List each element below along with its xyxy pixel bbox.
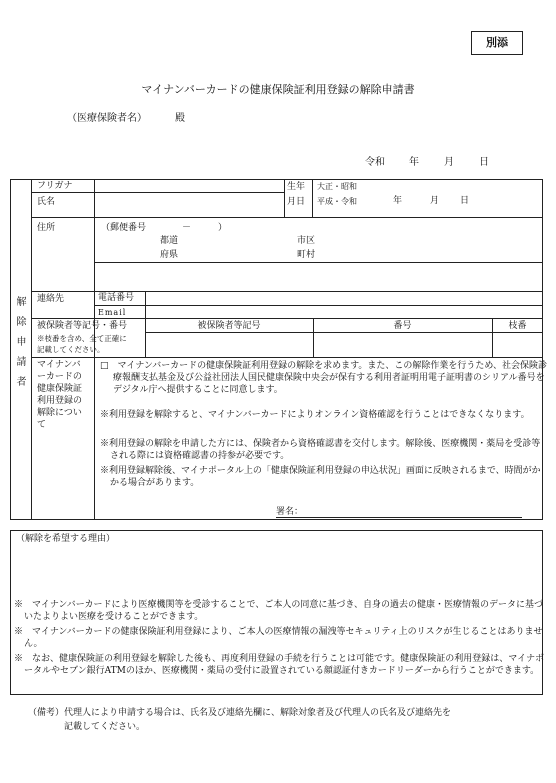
cancel-label-line: マイナンバ	[37, 360, 81, 370]
insured-branch-header: 枝番	[508, 321, 527, 331]
fuken-label: 府県	[160, 250, 179, 260]
shiku-label: 市区	[297, 236, 316, 246]
address-label: 住所	[37, 223, 56, 233]
insured-number-field[interactable]	[314, 333, 491, 356]
form-title: マイナンバーカードの健康保険証利用登録の解除申請書	[141, 83, 415, 96]
date-year: 年	[409, 157, 419, 168]
reason-label: （解除を希望する理由）	[16, 534, 116, 544]
cancel-label-line: 解除につい	[37, 408, 82, 418]
dono-label: 殿	[175, 113, 185, 124]
remarks-line-2: 記載してください。	[64, 722, 146, 732]
email-label: Email	[98, 308, 127, 317]
date-day: 日	[479, 157, 489, 168]
insured-number-note-2: 記載してください。	[37, 345, 105, 354]
insured-number-note-1: ※枝番を含め、全て正確に	[37, 334, 127, 343]
reason-note-1: ※ マイナンバーカードにより医療機関等を受診することで、ご本人の同意に基づき、自身の過去の健康・医療情報のデータに基づいたよりよい医療を受けることができます。	[14, 600, 544, 622]
birth-label-1: 生年	[287, 182, 306, 192]
insured-number-header: 番号	[393, 321, 412, 331]
date-era: 令和	[365, 157, 385, 168]
attachment-label: 別添	[486, 36, 508, 49]
insured-branch-field[interactable]	[493, 333, 542, 356]
cancel-label-line: て	[37, 420, 47, 430]
address-field[interactable]	[95, 263, 542, 290]
cancel-section-label	[37, 359, 93, 431]
insurer-name-label: （医療保険者名）	[67, 113, 147, 124]
attachment-badge	[471, 31, 523, 55]
cancel-label-line: 利用登録の	[37, 396, 83, 406]
birth-label-2: 月日	[287, 197, 306, 207]
applicant-side-label: 解除申請者	[14, 296, 25, 396]
furigana-label: フリガナ	[37, 181, 73, 191]
signature-line[interactable]	[276, 517, 522, 518]
reason-note-2: ※ マイナンバーカードの健康保険証利用登録により、ご本人の医療情報の漏洩等セキュリティ上のリスクが生じることはありません。	[14, 627, 543, 649]
remarks-label: （備考）	[28, 708, 65, 718]
contact-label: 連絡先	[37, 294, 65, 304]
insured-symbol-header: 被保険者等記号	[197, 321, 261, 331]
chouson-label: 町村	[297, 250, 316, 260]
furigana-field[interactable]	[95, 180, 283, 192]
cancel-label-line: 健康保険証	[37, 384, 83, 394]
signature-label: 署名：	[276, 507, 304, 517]
postal-code-label: （郵便番号 － ）	[101, 223, 228, 233]
remarks-line-1: 代理人により申請する場合は、氏名及び連絡先欄に、解除対象者及び代理人の氏名及び連絡先を	[64, 708, 452, 718]
birth-year: 年	[393, 196, 403, 206]
cancel-note-1: ※利用登録を解除すると、マイナンバーカードによりオンライン資格確認を行うことはできなくなります。	[100, 410, 530, 420]
birth-day: 日	[460, 196, 470, 206]
birth-month: 月	[430, 196, 440, 206]
consent-checkbox-text[interactable]: □ マイナンバーカードの健康保険証利用登録の解除を求めます。また、この解除作業を行うため、社会保険診療報酬支払基金及び公益社団法人国民健康保険中央会が保有する利用者証明用電子証明書のシリアル番号をデジタル庁へ提供することに同意します。	[100, 361, 547, 395]
date-month: 月	[444, 157, 454, 168]
name-field[interactable]	[95, 193, 283, 216]
todo-label: 都道	[160, 236, 179, 246]
birth-era-1: 大正・昭和	[317, 182, 357, 191]
name-label: 氏名	[37, 197, 56, 207]
insured-number-label: 被保険者等記号・番号	[37, 321, 128, 331]
cancel-note-3: ※利用登録解除後、マイナポータル上の「健康保険証利用登録の申込状況」画面に反映されるまで、時間がかかる場合があります。	[100, 466, 541, 488]
cancel-note-2: ※利用登録の解除を申請した方には、保険者から資格確認書を交付します。解除後、医療機関・薬局を受診等される際には資格確認書の持参が必要です。	[100, 439, 541, 461]
insured-symbol-field[interactable]	[146, 333, 312, 356]
email-field[interactable]	[146, 306, 542, 317]
phone-label: 電話番号	[98, 293, 135, 303]
cancel-label-line: ーカードの	[37, 372, 82, 382]
birth-era-2: 平成・令和	[317, 197, 357, 206]
reason-note-3: ※ なお、健康保険証の利用登録を解除した後も、再度利用登録の手続を行うことは可能です。健康保険証の利用登録は、マイナポータルやセブン銀行ATMのほか、医療機関・薬局の受付に設置されている顔認証付きカードリーダーから行うことができます。	[14, 654, 545, 676]
reason-field[interactable]	[16, 547, 536, 593]
phone-field[interactable]	[146, 292, 542, 304]
date-line	[365, 156, 505, 170]
